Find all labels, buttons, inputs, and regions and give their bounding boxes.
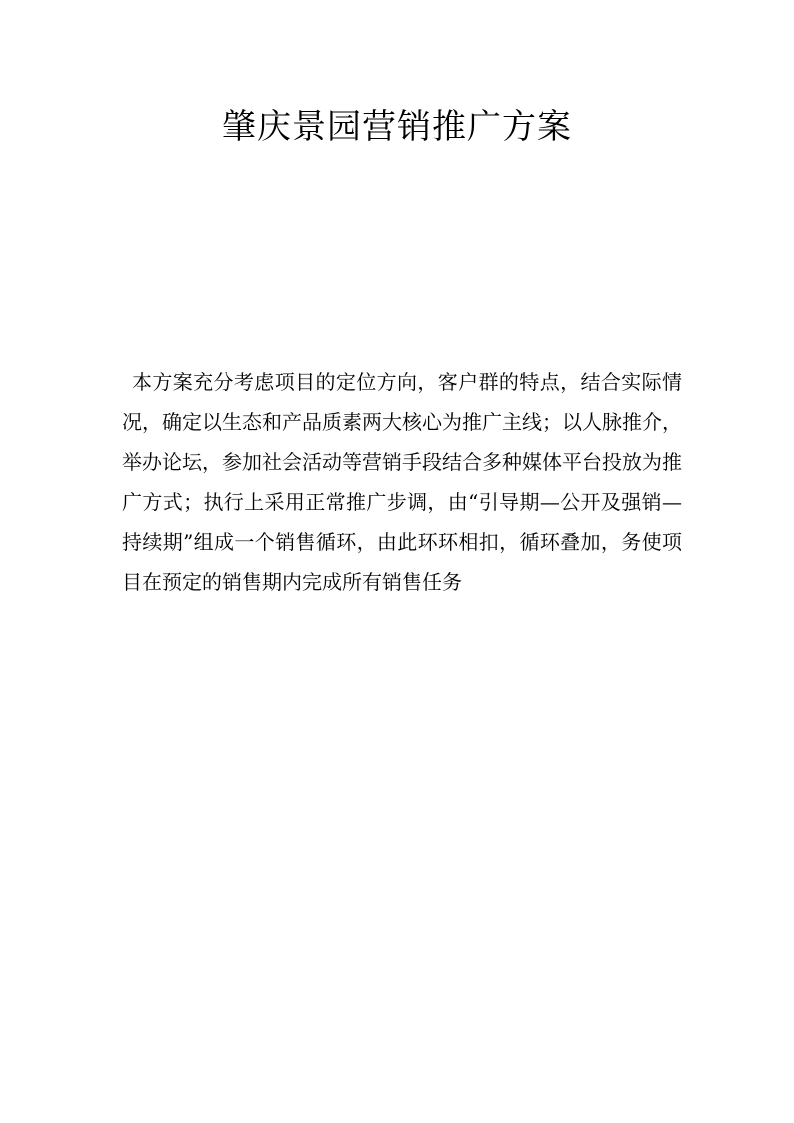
body-paragraph: 本方案充分考虑项目的定位方向，客户群的特点，结合实际情况，确定以生态和产品质素两大核心为推广主线；以人脉推介，举办论坛，参加社会活动等营销手段结合多种媒体平台投放为推广方式；执行上采用正常推广步调，由“引导期—公开及强销—持续期”组成一个销售循环，由此环环相扣，循环叠加，务使项目在预定的销售期内完成所有销售任务 (122, 370, 682, 594)
document-title: 肇庆景园营销推广方案 (222, 107, 572, 147)
